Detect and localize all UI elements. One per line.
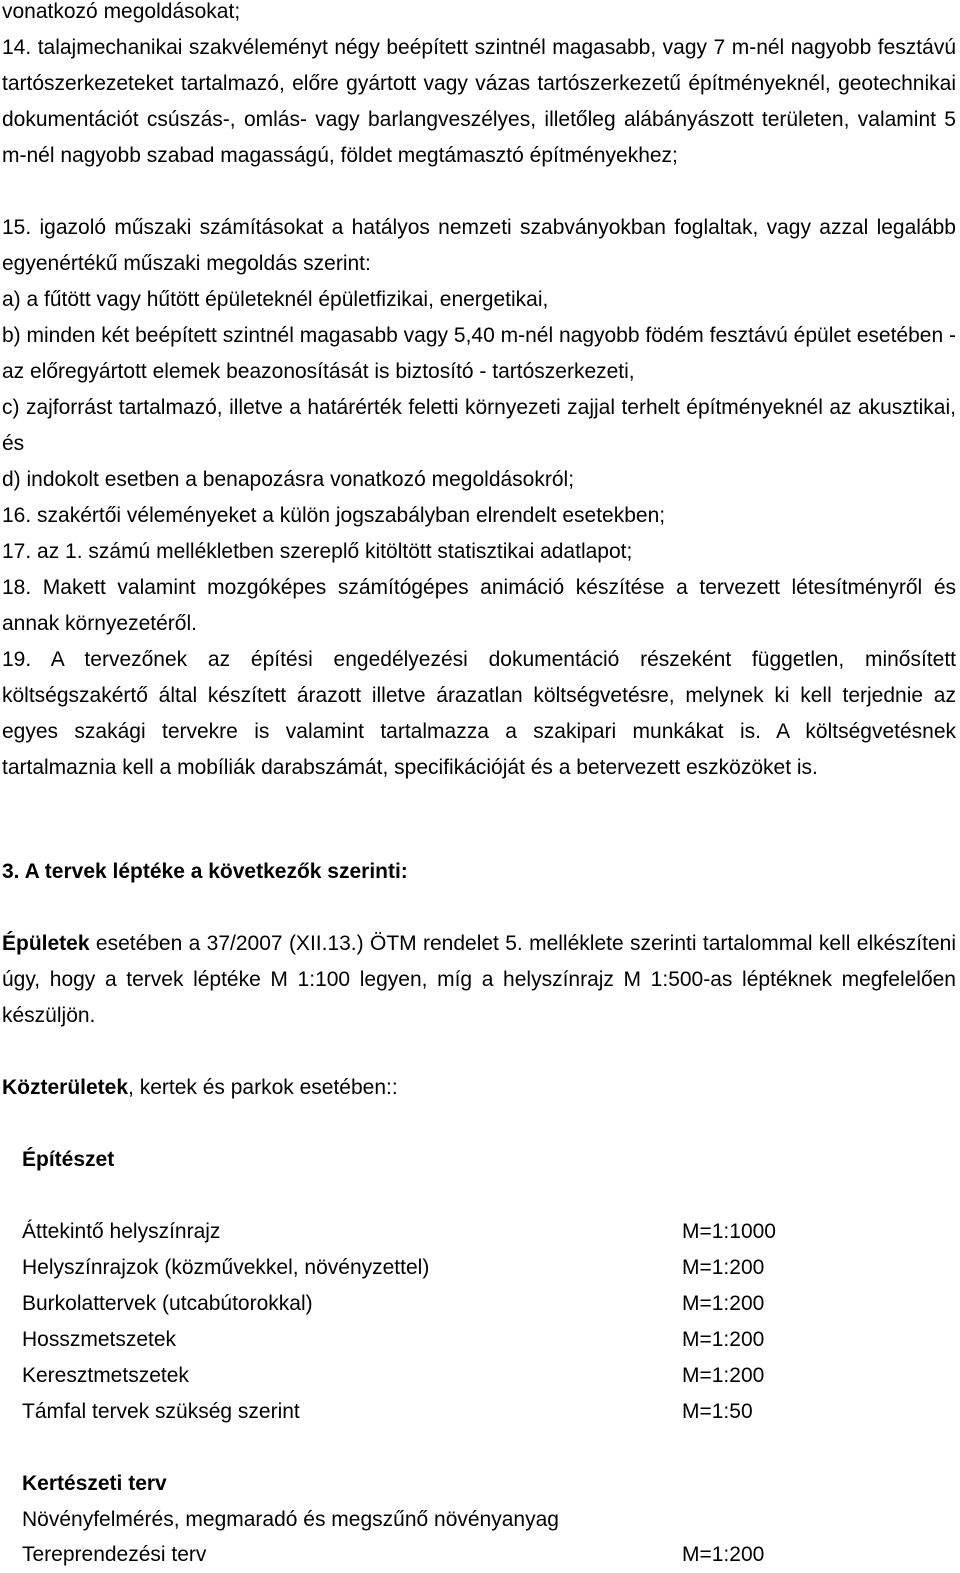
scale-row-name: Burkolattervek (utcabútorokkal) (22, 1292, 313, 1315)
item-17: 17. az 1. számú mellékletben szereplő kitöltött statisztikai adatlapot; (2, 540, 633, 563)
scale-row (22, 1358, 952, 1394)
scale-row-value: M=1:200 (682, 1543, 765, 1566)
buildings-text: esetében a 37/2007 (XII.13.) ÖTM rendelet 5. melléklete szerinti tartalommal kell elkészíteni úgy, hogy a tervek léptéke M 1:100 legyen, míg a helyszínrajz M 1:500-as léptéknek megfelelően készüljön. (2, 932, 956, 1027)
public-areas-text: , kertek és parkok esetében:: (128, 1076, 398, 1099)
scale-row-name: Áttekintő helyszínrajz (22, 1220, 221, 1243)
item-15: 15. igazoló műszaki számításokat a hatályos nemzeti szabványokban foglaltak, vagy azzal legalább egyenértékű műszaki megoldás szerint: (2, 216, 956, 275)
item-14: 14. talajmechanikai szakvéleményt négy beépített szintnél magasabb, vagy 7 m-nél nagyobb fesztávú tartószerkezeteket tartalmazó, előre gyártott vagy vázas tartószerkezetű építményeknél, geotechnikai dokumentációt csúszás-, omlás- vagy barlangveszélyes, illetőleg alábányászott területen, valamint 5 m-nél nagyobb szabad magasságú, földet megtámasztó építményekhez; (2, 36, 956, 167)
section-3-heading: 3. A tervek léptéke a következők szerinti: (2, 860, 408, 883)
item-16: 16. szakértői véleményeket a külön jogszabályban elrendelt esetekben; (2, 504, 666, 527)
buildings-label: Épületek (2, 932, 90, 955)
item-18: 18. Makett valamint mozgóképes számítógépes animáció készítése a tervezett létesítményről és annak környezetéről. (2, 576, 956, 635)
garden-heading: Kertészeti terv (22, 1472, 167, 1495)
scale-row-value: M=1:200 (682, 1256, 765, 1279)
garden-line: Növényfelmérés, megmaradó és megszűnő növényanyag (22, 1508, 559, 1531)
scale-row-value: M=1:200 (682, 1364, 765, 1387)
scale-row-name: Hosszmetszetek (22, 1328, 177, 1351)
item-15c: c) zajforrást tartalmazó, illetve a határérték feletti környezeti zajjal terhelt építményeknél az akusztikai, és (2, 396, 956, 455)
public-areas-paragraph (2, 1070, 956, 1106)
scale-row (22, 1250, 952, 1286)
scale-row-value: M=1:1000 (682, 1220, 776, 1243)
public-areas-label: Közterületek (2, 1076, 129, 1099)
scale-row-name: Támfal tervek szükség szerint (22, 1400, 300, 1423)
scale-row-value: M=1:200 (682, 1292, 765, 1315)
scale-row (22, 1286, 952, 1322)
scale-row-value: M=1:200 (682, 1328, 765, 1351)
scale-row (22, 1394, 952, 1430)
architecture-heading: Építészet (22, 1148, 115, 1171)
scale-row-name: Tereprendezési terv (22, 1543, 207, 1566)
scale-row-name: Keresztmetszetek (22, 1364, 189, 1387)
item-15d: d) indokolt esetben a benapozásra vonatkozó megoldásokról; (2, 468, 575, 491)
scale-row (22, 1214, 952, 1250)
scale-row (22, 1537, 952, 1573)
buildings-paragraph (2, 926, 956, 1034)
item-15a: a) a fűtött vagy hűtött épületeknél épületfizikai, energetikai, (2, 288, 549, 311)
intro-line: vonatkozó megoldásokat; (2, 0, 241, 23)
scale-row-value: M=1:50 (682, 1400, 753, 1423)
scale-row-name: Helyszínrajzok (közművekkel, növényzettel) (22, 1256, 430, 1279)
item-19: 19. A tervezőnek az építési engedélyezési dokumentáció részeként független, minősített költségszakértő által készített árazott illetve árazatlan költségvetésre, melynek ki kell terjednie az egyes szakági tervekre is valamint tartalmazza a szakipari munkákat is. A költségvetésnek tartalmaznia kell a mobíliák darabszámát, specifikációját és a betervezett eszközöket is. (2, 648, 956, 779)
item-15b: b) minden két beépített szintnél magasabb vagy 5,40 m-nél nagyobb födém fesztávú épület esetében - az előregyártott elemek beazonosítását is biztosító - tartószerkezeti, (2, 324, 956, 383)
scale-row (22, 1322, 952, 1358)
